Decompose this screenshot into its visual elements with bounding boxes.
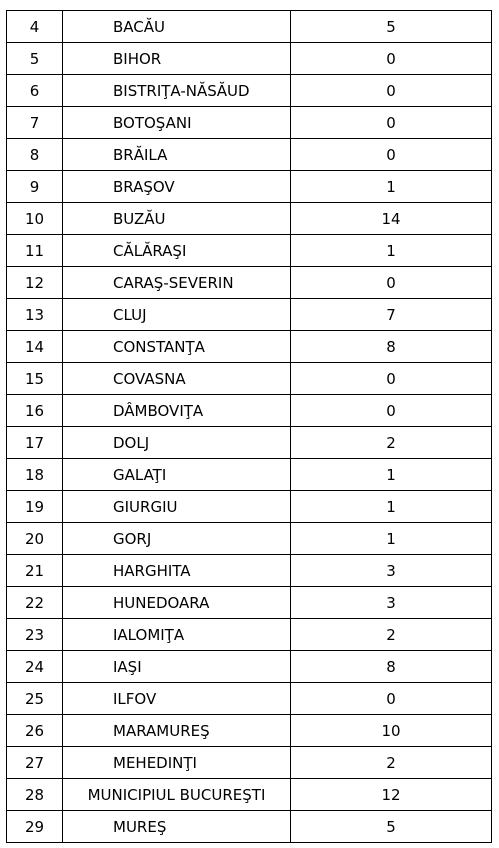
row-number-cell: 28 (7, 779, 63, 811)
table-row (7, 363, 492, 395)
count-value-cell: 8 (291, 651, 492, 683)
county-name-cell: DOLJ (63, 427, 291, 459)
count-value-cell: 1 (291, 171, 492, 203)
row-number-cell: 16 (7, 395, 63, 427)
county-name-cell: GALAŢI (63, 459, 291, 491)
table-row (7, 491, 492, 523)
count-value-cell: 0 (291, 75, 492, 107)
county-name-cell: ILFOV (63, 683, 291, 715)
county-name-cell: COVASNA (63, 363, 291, 395)
count-value-cell: 1 (291, 235, 492, 267)
row-number-cell: 14 (7, 331, 63, 363)
row-number-cell: 19 (7, 491, 63, 523)
row-number-cell: 21 (7, 555, 63, 587)
row-number-cell: 18 (7, 459, 63, 491)
county-name-cell: MUNICIPIUL BUCUREŞTI (63, 779, 291, 811)
table-row (7, 107, 492, 139)
county-name-cell: CĂLĂRAŞI (63, 235, 291, 267)
table-row (7, 299, 492, 331)
county-name-cell: BRAŞOV (63, 171, 291, 203)
table-row (7, 683, 492, 715)
county-name-cell: GIURGIU (63, 491, 291, 523)
table-row (7, 139, 492, 171)
table-row (7, 75, 492, 107)
count-value-cell: 3 (291, 555, 492, 587)
count-value-cell: 5 (291, 11, 492, 43)
county-name-cell: BRĂILA (63, 139, 291, 171)
count-value-cell: 5 (291, 811, 492, 843)
county-name-cell: MARAMUREŞ (63, 715, 291, 747)
county-name-cell: CLUJ (63, 299, 291, 331)
table-row (7, 715, 492, 747)
table-row (7, 555, 492, 587)
row-number-cell: 12 (7, 267, 63, 299)
count-value-cell: 8 (291, 331, 492, 363)
count-value-cell: 2 (291, 619, 492, 651)
count-value-cell: 3 (291, 587, 492, 619)
count-value-cell: 0 (291, 107, 492, 139)
count-value-cell: 10 (291, 715, 492, 747)
county-name-cell: MEHEDINŢI (63, 747, 291, 779)
table-row (7, 331, 492, 363)
table-row (7, 235, 492, 267)
count-value-cell: 7 (291, 299, 492, 331)
table-row (7, 747, 492, 779)
table-row (7, 395, 492, 427)
count-value-cell: 1 (291, 459, 492, 491)
table-row (7, 523, 492, 555)
row-number-cell: 9 (7, 171, 63, 203)
county-name-cell: IAŞI (63, 651, 291, 683)
table-row (7, 779, 492, 811)
county-name-cell: BOTOŞANI (63, 107, 291, 139)
row-number-cell: 7 (7, 107, 63, 139)
table-row (7, 651, 492, 683)
row-number-cell: 27 (7, 747, 63, 779)
count-value-cell: 12 (291, 779, 492, 811)
county-name-cell: HUNEDOARA (63, 587, 291, 619)
row-number-cell: 23 (7, 619, 63, 651)
county-name-cell: HARGHITA (63, 555, 291, 587)
county-name-cell: IALOMIŢA (63, 619, 291, 651)
count-value-cell: 2 (291, 427, 492, 459)
row-number-cell: 6 (7, 75, 63, 107)
county-name-cell: GORJ (63, 523, 291, 555)
county-name-cell: DÂMBOVIŢA (63, 395, 291, 427)
county-name-cell: MUREŞ (63, 811, 291, 843)
table-row (7, 427, 492, 459)
row-number-cell: 11 (7, 235, 63, 267)
count-value-cell: 0 (291, 363, 492, 395)
row-number-cell: 17 (7, 427, 63, 459)
row-number-cell: 13 (7, 299, 63, 331)
row-number-cell: 15 (7, 363, 63, 395)
count-value-cell: 2 (291, 747, 492, 779)
row-number-cell: 10 (7, 203, 63, 235)
row-number-cell: 24 (7, 651, 63, 683)
row-number-cell: 4 (7, 11, 63, 43)
row-number-cell: 5 (7, 43, 63, 75)
count-value-cell: 14 (291, 203, 492, 235)
count-value-cell: 0 (291, 683, 492, 715)
row-number-cell: 20 (7, 523, 63, 555)
count-value-cell: 0 (291, 395, 492, 427)
county-name-cell: BIHOR (63, 43, 291, 75)
count-value-cell: 1 (291, 523, 492, 555)
table-row (7, 619, 492, 651)
table-row (7, 43, 492, 75)
table-row (7, 459, 492, 491)
table-row (7, 11, 492, 43)
table-row (7, 267, 492, 299)
row-number-cell: 22 (7, 587, 63, 619)
table-row (7, 171, 492, 203)
table-body (7, 11, 492, 843)
row-number-cell: 8 (7, 139, 63, 171)
county-name-cell: BACĂU (63, 11, 291, 43)
row-number-cell: 26 (7, 715, 63, 747)
row-number-cell: 29 (7, 811, 63, 843)
county-name-cell: CARAŞ-SEVERIN (63, 267, 291, 299)
count-value-cell: 0 (291, 139, 492, 171)
count-value-cell: 1 (291, 491, 492, 523)
county-name-cell: BISTRIŢA-NĂSĂUD (63, 75, 291, 107)
count-value-cell: 0 (291, 267, 492, 299)
table-row (7, 203, 492, 235)
count-value-cell: 0 (291, 43, 492, 75)
table-row (7, 587, 492, 619)
county-name-cell: BUZĂU (63, 203, 291, 235)
table-row (7, 811, 492, 843)
county-name-cell: CONSTANŢA (63, 331, 291, 363)
counties-table (6, 10, 492, 843)
row-number-cell: 25 (7, 683, 63, 715)
